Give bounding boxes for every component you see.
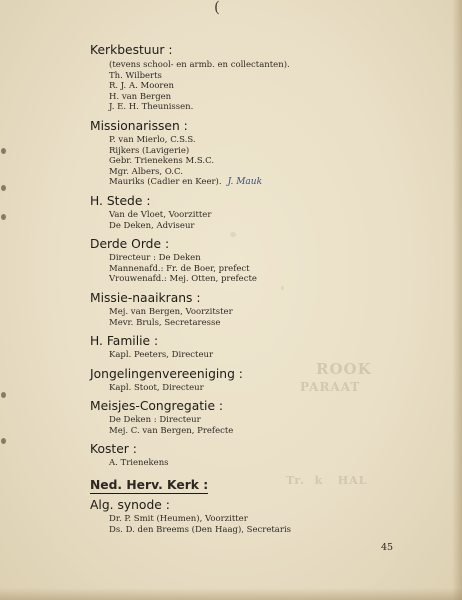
bleed-through-text: PARAAT [300, 380, 361, 394]
section-heading: Missie-naaikrans : [90, 290, 201, 305]
section-line: Dr. P. Smit (Heumen), Voorzitter [109, 514, 248, 525]
church-heading-ned-herv-kerk: Ned. Herv. Kerk : [90, 478, 209, 493]
section-line: Mgr. Albers, O.C. [109, 166, 183, 177]
section-h-stede [90, 193, 430, 231]
section-lines [90, 60, 430, 113]
section-line [109, 177, 430, 188]
section-line: Ds. D. den Breems (Den Haag), Secretaris [109, 524, 292, 535]
section-lines [90, 383, 430, 394]
section-line: A. Trienekens [109, 458, 169, 469]
section-line: Kapl. Stoot, Directeur [109, 382, 204, 393]
section-missionarissen [90, 118, 430, 188]
section-lines [90, 458, 430, 469]
handwritten-note: J. Mauk [227, 177, 263, 188]
section-meisjes-congregatie [90, 398, 430, 436]
section-missie-naaikrans [90, 290, 430, 328]
section-line: J. E. H. Theunissen. [109, 102, 194, 113]
section-line: (tevens school- en armb. en collectanten). [109, 60, 290, 70]
section-lines [90, 350, 430, 361]
section-line: Kapl. Peeters, Directeur [109, 350, 214, 361]
section-heading: Koster : [90, 442, 137, 457]
section-line: Van de Vloet, Voorzitter [109, 209, 212, 220]
section-derde-orde [90, 236, 430, 285]
section-heading: Derde Orde : [90, 237, 170, 252]
section-line: Mevr. Bruls, Secretaresse [109, 317, 221, 328]
binding-hole [1, 185, 6, 191]
binding-hole [1, 148, 6, 154]
section-heading: Meisjes-Congregatie : [90, 399, 224, 414]
section-lines [90, 307, 430, 328]
page-edge-shadow-bottom [0, 588, 462, 600]
section-line: R. J. A. Mooren [109, 81, 175, 92]
page-number: 45 [381, 542, 394, 553]
binding-hole [1, 214, 6, 220]
binding-hole [1, 438, 6, 444]
binding-hole [1, 392, 6, 398]
section-lines [90, 210, 430, 231]
section-heading: H. Stede : [90, 193, 151, 208]
page-edge-shadow-right [452, 0, 462, 600]
section-line: Rijkers (Lavigerie) [109, 145, 190, 156]
section-line: Th. Wilberts [109, 70, 162, 81]
section-line: Mannenafd.: Fr. de Boer, prefect [109, 263, 250, 274]
section-line: De Deken : Directeur [109, 415, 201, 426]
section-heading: Jongelingenvereeniging : [90, 366, 243, 381]
section-heading: Missionarissen : [90, 118, 188, 133]
section-line: Mej. van Bergen, Voorzitster [109, 306, 233, 317]
section-alg-synode [90, 497, 430, 535]
section-heading: H. Familie : [90, 334, 159, 349]
section-jongelingenvereeniging [90, 366, 430, 394]
section-lines [90, 514, 430, 535]
bleed-through-text: ROOK [316, 360, 372, 378]
section-lines [90, 415, 430, 436]
page-content [90, 42, 430, 540]
bleed-through-text: Tr. k HAL [286, 474, 368, 487]
section-heading: Kerkbestuur : [90, 43, 173, 57]
section-heading: Alg. synode : [90, 498, 170, 513]
section-line: Directeur : De Deken [109, 253, 201, 264]
section-line: H. van Bergen [109, 91, 172, 102]
section-lines [90, 253, 430, 285]
section-kerkbestuur [90, 42, 430, 113]
section-line: P. van Mierlo, C.S.S. [109, 134, 196, 145]
section-koster [90, 441, 430, 469]
section-lines [90, 135, 430, 188]
section-line: Vrouwenafd.: Mej. Otten, prefecte [109, 274, 257, 285]
section-line: Mej. C. van Bergen, Prefecte [109, 425, 234, 436]
section-line-text: Mauriks (Cadier en Keer). [109, 177, 222, 188]
section-line: De Deken, Adviseur [109, 220, 195, 231]
top-pencil-mark: ( [214, 0, 220, 16]
section-h-familie [90, 333, 430, 361]
section-line: Gebr. Trienekens M.S.C. [109, 156, 215, 167]
